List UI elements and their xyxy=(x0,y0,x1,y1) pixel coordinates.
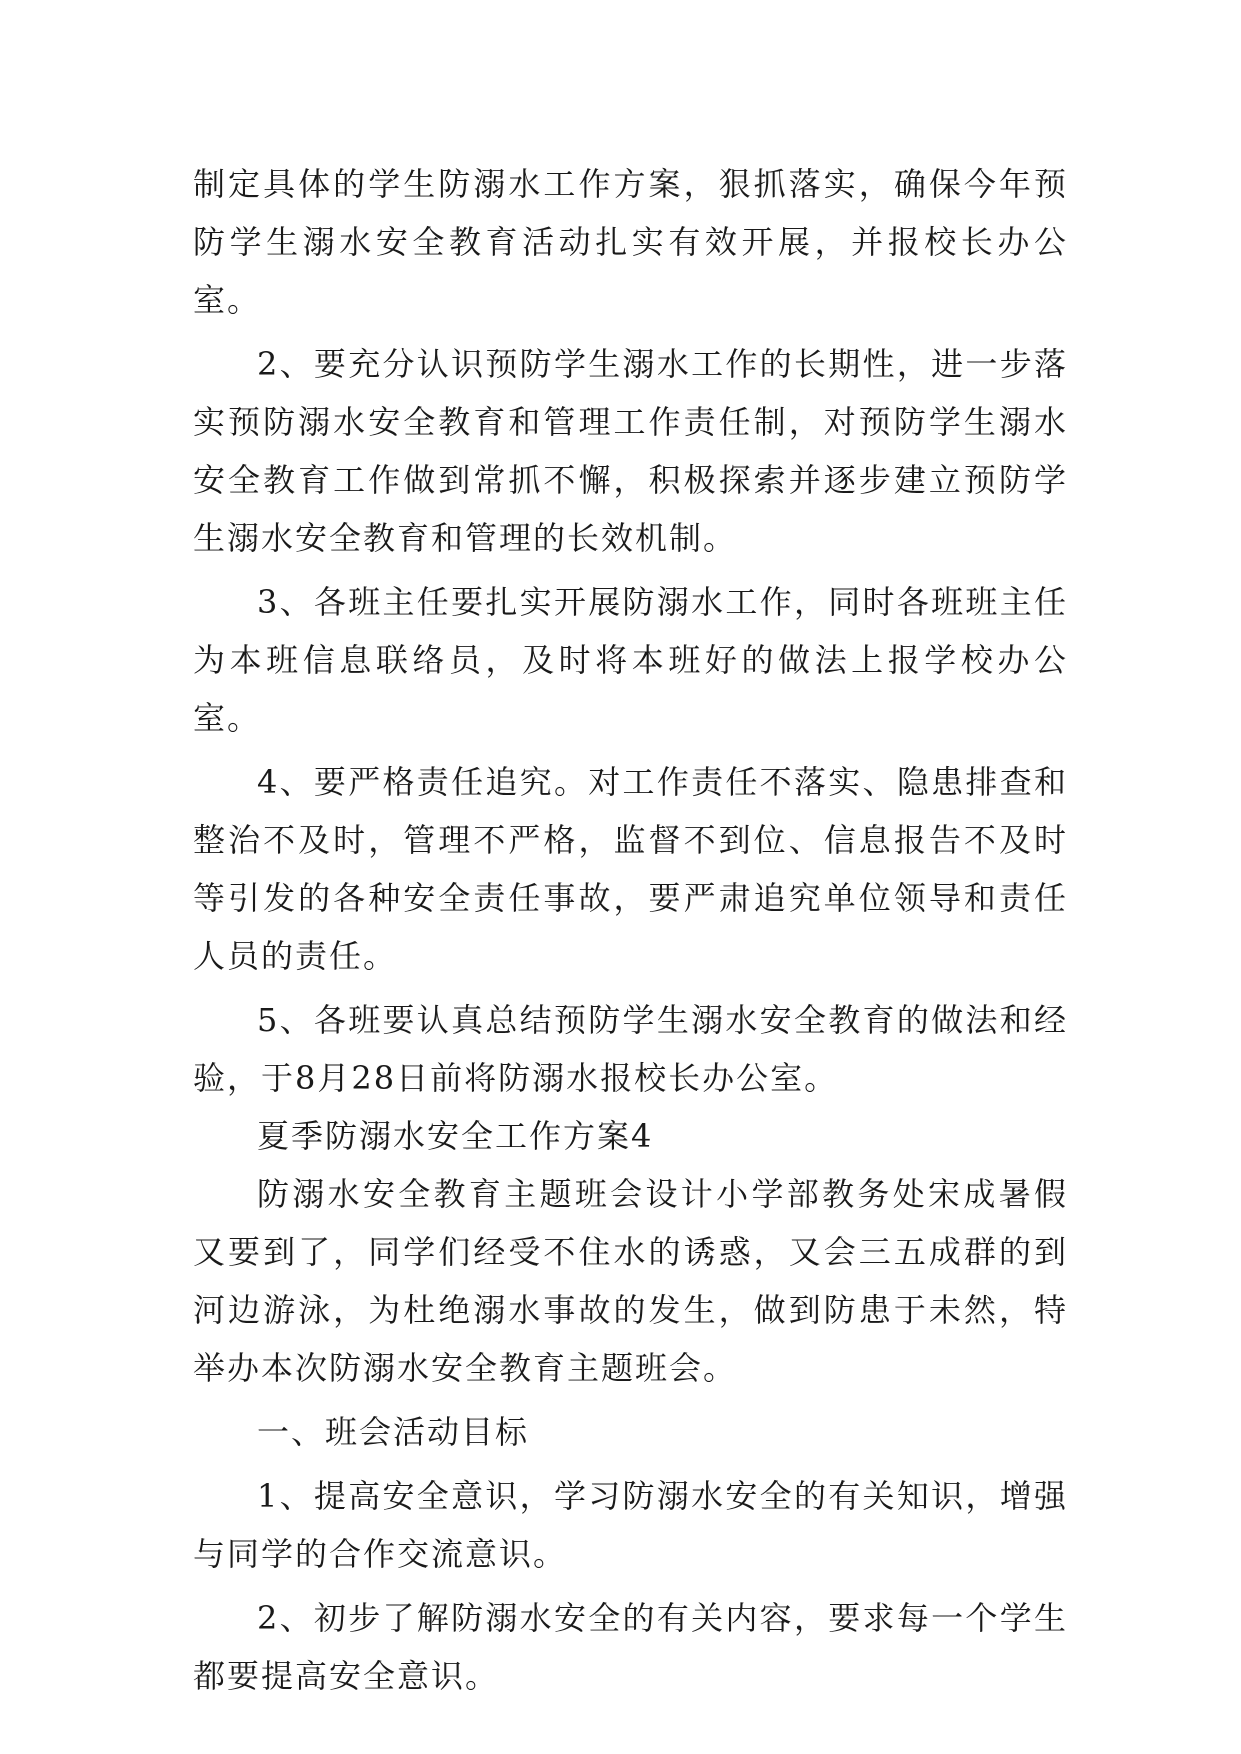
intro-paragraph: 防溺水安全教育主题班会设计小学部教务处宋成暑假又要到了，同学们经受不住水的诱惑，又会三五成群的到河边游泳，为杜绝溺水事故的发生，做到防患于未然，特举办本次防溺水安全教育主题班会。 xyxy=(193,1175,1068,1387)
paragraph-item-2: 2、要充分认识预防学生溺水工作的长期性，进一步落实预防溺水安全教育和管理工作责任制，对预防学生溺水安全教育工作做到常抓不懈，积极探索并逐步建立预防学生溺水安全教育和管理的长效机制。 xyxy=(193,345,1068,557)
paragraph-item-5: 5、各班要认真总结预防学生溺水安全教育的做法和经验，于8月28日前将防溺水报校长办公室。 xyxy=(193,1001,1068,1097)
paragraph-continued: 制定具体的学生防溺水工作方案，狠抓落实，确保今年预防学生溺水安全教育活动扎实有效开展，并报校长办公室。 xyxy=(193,165,1068,319)
subsection-heading: 一、班会活动目标 xyxy=(257,1413,530,1451)
paragraph-item-4: 4、要严格责任追究。对工作责任不落实、隐患排查和整治不及时，管理不严格，监督不到位、信息报告不及时等引发的各种安全责任事故，要严肃追究单位领导和责任人员的责任。 xyxy=(193,763,1068,975)
section-title: 夏季防溺水安全工作方案4 xyxy=(257,1117,654,1155)
goal-item-2: 2、初步了解防溺水安全的有关内容，要求每一个学生都要提高安全意识。 xyxy=(193,1599,1068,1695)
document-body xyxy=(193,155,1068,1705)
goal-item-1: 1、提高安全意识，学习防溺水安全的有关知识，增强与同学的合作交流意识。 xyxy=(193,1477,1068,1573)
paragraph-item-3: 3、各班主任要扎实开展防溺水工作，同时各班班主任为本班信息联络员，及时将本班好的做法上报学校办公室。 xyxy=(193,583,1068,737)
